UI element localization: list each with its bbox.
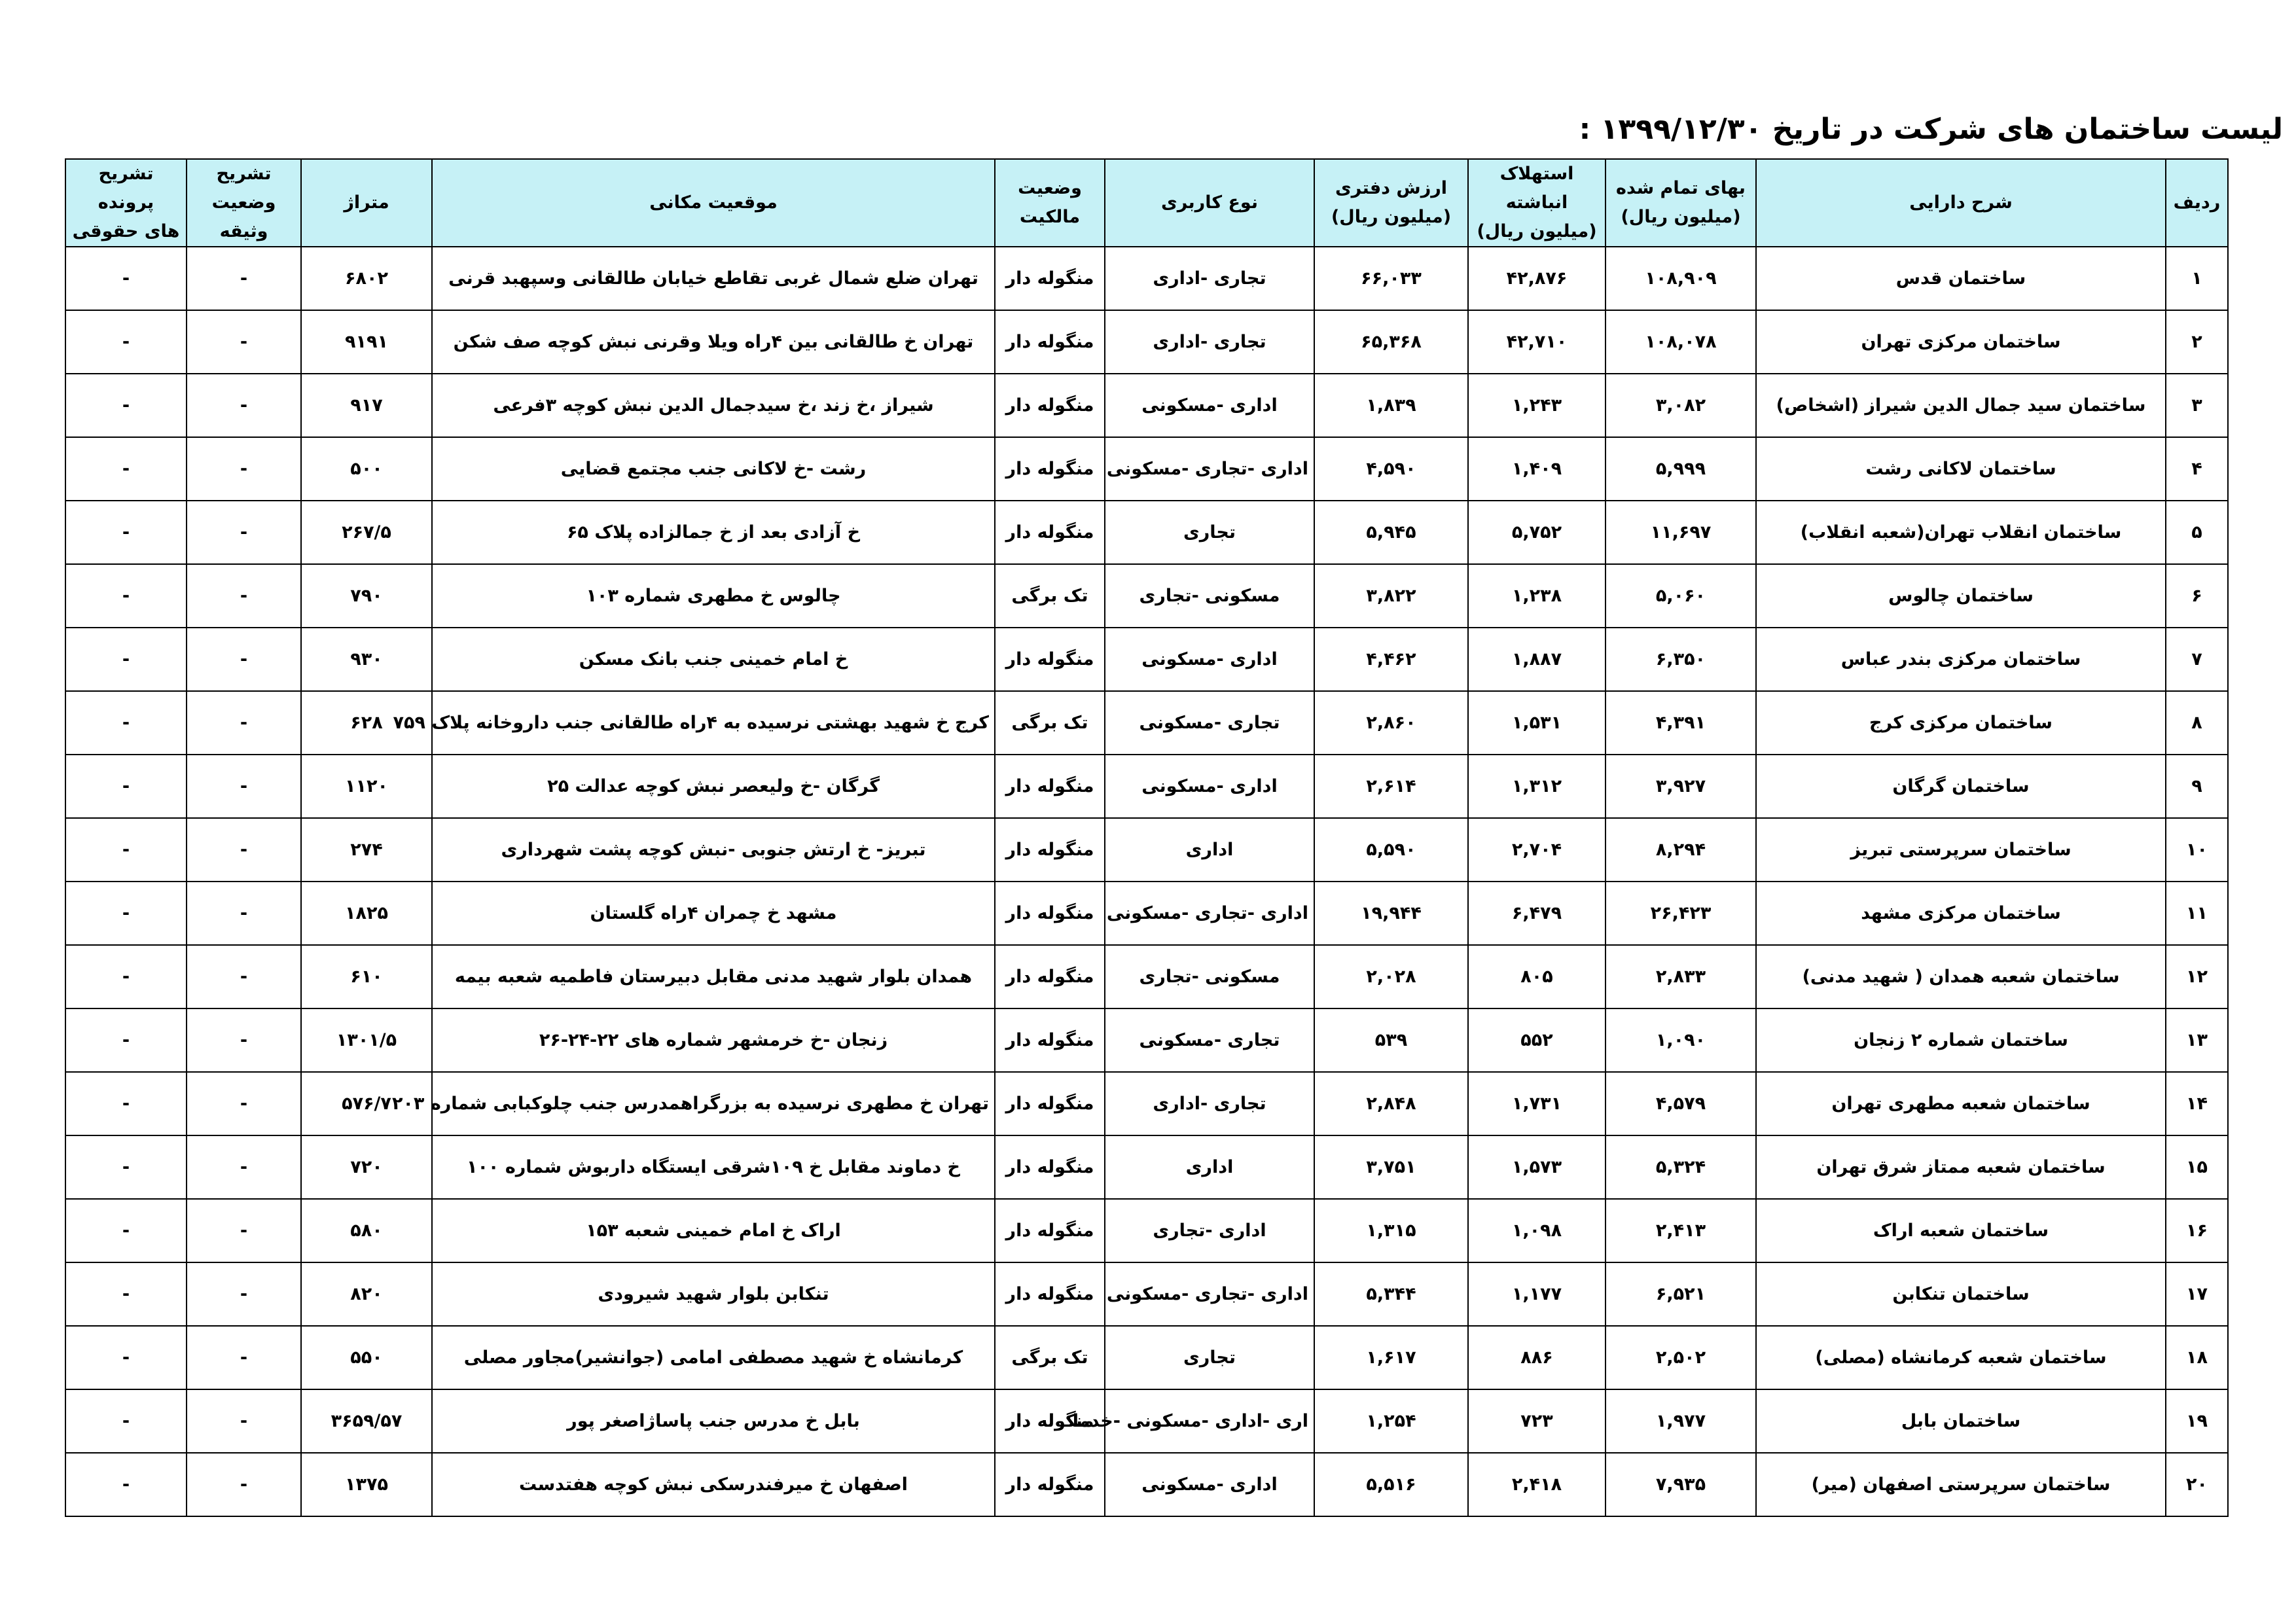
area: ۵۵۰ [301,1326,432,1389]
book-value: ۱,۲۵۴ [1314,1389,1468,1453]
area: ۱۳۰۱/۵ [301,1008,432,1072]
location: تهران ضلع شمال غربی تقاطع خیابان طالقانی وسپهبد قرنی [432,247,995,310]
collateral-status: - [187,945,301,1008]
table-header [65,159,2228,247]
asset-description: ساختمان شعبه اراک [1756,1199,2166,1262]
usage-type: اداری [1105,818,1314,882]
cost-value: ۲,۸۳۳ [1605,945,1756,1008]
cost-header [1605,159,1756,247]
depreciation-value: ۷۲۳ [1468,1389,1605,1453]
depreciation-value: ۵,۷۵۲ [1468,501,1605,564]
cost-value: ۱۱,۶۹۷ [1605,501,1756,564]
collateral-status: - [187,1389,301,1453]
legal-cases: - [65,1389,187,1453]
collateral-status: - [187,564,301,628]
area: ۱۱۲۰ [301,755,432,818]
row-number: ۱ [2166,247,2228,310]
location: رشت -خ لاکانی جنب مجتمع قضایی [432,437,995,501]
legal-cases: - [65,1008,187,1072]
row-number: ۵ [2166,501,2228,564]
legal-cases: - [65,945,187,1008]
row-number-header [2166,159,2228,247]
cost-value: ۴,۵۷۹ [1605,1072,1756,1135]
asset-description: ساختمان مرکزی کرج [1756,691,2166,755]
cost-value: ۵,۳۲۴ [1605,1135,1756,1199]
table-row [65,310,2228,374]
table-row [65,1453,2228,1516]
legal-cases: - [65,247,187,310]
asset-description: ساختمان بابل [1756,1389,2166,1453]
ownership-status: منگوله دار [995,310,1105,374]
cost-value: ۲,۵۰۲ [1605,1326,1756,1389]
depreciation-value: ۱,۸۸۷ [1468,628,1605,691]
ownership-status: منگوله دار [995,247,1105,310]
cost-value: ۲,۴۱۳ [1605,1199,1756,1262]
location: خ آزادی بعد از خ جمالزاده پلاک ۶۵ [432,501,995,564]
collateral-status: - [187,1199,301,1262]
row-number: ۱۷ [2166,1262,2228,1326]
depreciation-value: ۱,۴۰۹ [1468,437,1605,501]
area: ۷۹۰ [301,564,432,628]
depreciation-value: ۸۸۶ [1468,1326,1605,1389]
ownership-status: منگوله دار [995,437,1105,501]
cost-value: ۱۰۸,۹۰۹ [1605,247,1756,310]
header-label: وضعیت وثیقه [211,192,276,241]
book-value: ۳,۸۲۲ [1314,564,1468,628]
area: ۹۱۷ [301,374,432,437]
area: ۳۶۵۹/۵۷ [301,1389,432,1453]
location: خ امام خمینی جنب بانک مسکن [432,628,995,691]
area: ۶۸۰۲ [301,247,432,310]
header-label: تشریح پرونده [98,164,154,213]
table-row [65,501,2228,564]
book-value: ۱,۳۱۵ [1314,1199,1468,1262]
table-row [65,1389,2228,1453]
usage-type: اداری [1105,1135,1314,1199]
book-value: ۲,۸۴۸ [1314,1072,1468,1135]
row-number: ۶ [2166,564,2228,628]
row-number: ۲۰ [2166,1453,2228,1516]
usage-type: تجاری -اداری [1105,1072,1314,1135]
location: اصفهان خ میرفندرسکی نبش کوچه هفتدست [432,1453,995,1516]
header-label: موقعیت مکانی [649,192,778,213]
collateral-status: - [187,628,301,691]
usage-type: تجاری -اداری [1105,247,1314,310]
row-number: ۱۹ [2166,1389,2228,1453]
ownership-status: تک برگی [995,564,1105,628]
book-value: ۲,۸۶۰ [1314,691,1468,755]
depreciation-value: ۱,۳۱۲ [1468,755,1605,818]
header-label: متراژ [344,192,389,213]
location: گرگان -خ ولیعصر نبش کوچه عدالت ۲۵ [432,755,995,818]
header-label: وضعیت [1018,178,1082,198]
header-label: (میلیون ریال) [1331,207,1452,227]
legal-cases: - [65,1262,187,1326]
asset-description: ساختمان شعبه همدان ( شهید مدنی) [1756,945,2166,1008]
collateral-status: - [187,501,301,564]
ownership-status: منگوله دار [995,882,1105,945]
cost-value: ۳,۹۲۷ [1605,755,1756,818]
usage-type: تجاری -مسکونی [1105,691,1314,755]
ownership-status: منگوله دار [995,1262,1105,1326]
asset-description: ساختمان انقلاب تهران(شعبه انقلاب) [1756,501,2166,564]
legal-cases: - [65,882,187,945]
depreciation-value: ۴۲,۸۷۶ [1468,247,1605,310]
collateral-status: - [187,691,301,755]
collateral-status: - [187,247,301,310]
usage-type: تجاری [1105,1326,1314,1389]
asset-description: ساختمان قدس [1756,247,2166,310]
buildings-table [65,158,2229,1517]
page-title: لیست ساختمان های شرکت در تاریخ ۱۳۹۹/۱۲/۳۰ : [1579,113,2283,146]
header-label: استهلاک انباشته [1499,164,1574,213]
header-label: بهای تمام شده [1616,178,1746,198]
usage-type: اداری -تجاری [1105,1199,1314,1262]
location: تبریز- خ ارتش جنوبی -نبش کوچه پشت شهرداری [432,818,995,882]
location: زنجان -خ خرمشهر شماره های ۲۲-۲۴-۲۶ [432,1008,995,1072]
usage-type: اداری -مسکونی [1105,1453,1314,1516]
collateral-status: - [187,1008,301,1072]
depreciation-value: ۱,۵۳۱ [1468,691,1605,755]
usage-type: اداری -تجاری -مسکونی [1105,1262,1314,1326]
area: ۹۳۰ [301,628,432,691]
legal-cases: - [65,310,187,374]
legal-cases-header [65,159,187,247]
asset-description: ساختمان شعبه کرمانشاه (مصلی) [1756,1326,2166,1389]
book-value: ۴,۵۹۰ [1314,437,1468,501]
collateral-status: - [187,310,301,374]
header-label: (میلیون ریال) [1621,207,1741,227]
ownership-status: منگوله دار [995,501,1105,564]
header-label: ردیف [2173,192,2221,213]
asset-description: ساختمان لاکانی رشت [1756,437,2166,501]
cost-value: ۵,۹۹۹ [1605,437,1756,501]
location: خ دماوند مقابل خ ۱۰۹شرقی ایستگاه داربوش شماره ۱۰۰ [432,1135,995,1199]
table-row [65,1262,2228,1326]
ownership-status: منگوله دار [995,374,1105,437]
area-header [301,159,432,247]
usage-type-header [1105,159,1314,247]
row-number: ۳ [2166,374,2228,437]
usage-type: اداری -مسکونی [1105,755,1314,818]
location: تهران خ طالقانی بین ۴راه ویلا وقرنی نبش کوچه صف شکن [432,310,995,374]
ownership-status: منگوله دار [995,755,1105,818]
location: چالوس خ مطهری شماره ۱۰۳ [432,564,995,628]
header-label: تشریح [216,164,272,184]
table-row [65,1199,2228,1262]
legal-cases: - [65,1199,187,1262]
cost-value: ۱,۰۹۰ [1605,1008,1756,1072]
collateral-status: - [187,1453,301,1516]
usage-type: اری -اداری -مسکونی -خدما [1105,1389,1314,1453]
table-row [65,1008,2228,1072]
ownership-status: منگوله دار [995,1453,1105,1516]
area: ۱۳۷۵ [301,1453,432,1516]
area: ۹۱۹۱ [301,310,432,374]
cost-value: ۲۶,۴۲۳ [1605,882,1756,945]
book-value: ۱۹,۹۴۴ [1314,882,1468,945]
ownership-status: تک برگی [995,691,1105,755]
usage-type: مسکونی -تجاری [1105,564,1314,628]
legal-cases: - [65,501,187,564]
area: ۲۷۴ [301,818,432,882]
depreciation-value: ۶,۴۷۹ [1468,882,1605,945]
legal-cases: - [65,1135,187,1199]
location: تهران خ مطهری نرسیده به بزرگراهمدرس جنب چلوکبابی شماره ۲۰۳ [432,1072,995,1135]
table-row [65,691,2228,755]
row-number: ۱۱ [2166,882,2228,945]
legal-cases: - [65,818,187,882]
cost-value: ۱,۹۷۷ [1605,1389,1756,1453]
book-value: ۳,۷۵۱ [1314,1135,1468,1199]
collateral-status: - [187,755,301,818]
usage-type: مسکونی -تجاری [1105,945,1314,1008]
area: ۸۲۰ [301,1262,432,1326]
book-value: ۲,۶۱۴ [1314,755,1468,818]
row-number: ۱۳ [2166,1008,2228,1072]
asset-description-header [1756,159,2166,247]
asset-description: ساختمان مرکزی تهران [1756,310,2166,374]
collateral-status-header [187,159,301,247]
cost-value: ۶,۵۲۱ [1605,1262,1756,1326]
row-number: ۸ [2166,691,2228,755]
location: اراک خ امام خمینی شعبه ۱۵۳ [432,1199,995,1262]
depreciation-value: ۸۰۵ [1468,945,1605,1008]
area: ۶۱۰ [301,945,432,1008]
row-number: ۲ [2166,310,2228,374]
usage-type: تجاری -اداری [1105,310,1314,374]
usage-type: تجاری [1105,501,1314,564]
area: ۵۰۰ [301,437,432,501]
location: بابل خ مدرس جنب پاساژاصغر پور [432,1389,995,1453]
legal-cases: - [65,755,187,818]
ownership-status: تک برگی [995,1326,1105,1389]
cost-value: ۱۰۸,۰۷۸ [1605,310,1756,374]
legal-cases: - [65,437,187,501]
table-row [65,818,2228,882]
depreciation-value: ۲,۷۰۴ [1468,818,1605,882]
ownership-status: منگوله دار [995,1008,1105,1072]
asset-description: ساختمان سرپرستی اصفهان (میر) [1756,1453,2166,1516]
row-number: ۹ [2166,755,2228,818]
collateral-status: - [187,437,301,501]
location-header [432,159,995,247]
asset-description: ساختمان سید جمال الدین شیراز (اشخاص) [1756,374,2166,437]
ownership-status: منگوله دار [995,1072,1105,1135]
location: شیراز ،خ زند ،خ سیدجمال الدین نبش کوچه ۳فرعی [432,374,995,437]
cost-value: ۳,۰۸۲ [1605,374,1756,437]
asset-description: ساختمان چالوس [1756,564,2166,628]
area: ۵۷۶/۷ [301,1072,432,1135]
cost-value: ۷,۹۳۵ [1605,1453,1756,1516]
area: ۷۲۰ [301,1135,432,1199]
book-value: ۶۵,۳۶۸ [1314,310,1468,374]
table-row [65,564,2228,628]
collateral-status: - [187,882,301,945]
asset-description: ساختمان مرکزی مشهد [1756,882,2166,945]
asset-description: ساختمان تنکابن [1756,1262,2166,1326]
table-row [65,1326,2228,1389]
asset-description: ساختمان شعبه مطهری تهران [1756,1072,2166,1135]
row-number: ۱۶ [2166,1199,2228,1262]
header-label: نوع کاربری [1161,192,1258,213]
ownership-status: منگوله دار [995,945,1105,1008]
ownership-status: منگوله دار [995,818,1105,882]
location: کرمانشاه خ شهید مصطفی امامی (جوانشیر)مجاور مصلی [432,1326,995,1389]
location: کرج خ شهید بهشتی نرسیده به ۴راه طالقانی جنب داروخانه پلاک ۷۵۹ [432,691,995,755]
row-number: ۱۴ [2166,1072,2228,1135]
book-value: ۵,۵۹۰ [1314,818,1468,882]
depreciation-value: ۱,۰۹۸ [1468,1199,1605,1262]
usage-type: اداری -تجاری -مسکونی [1105,437,1314,501]
asset-description: ساختمان گرگان [1756,755,2166,818]
legal-cases: - [65,1072,187,1135]
row-number: ۱۲ [2166,945,2228,1008]
book-value: ۵,۵۱۶ [1314,1453,1468,1516]
legal-cases: - [65,374,187,437]
table-body [65,247,2228,1516]
header-label: شرح دارایی [1909,192,2013,213]
depreciation-value: ۵۵۲ [1468,1008,1605,1072]
book-value: ۵,۳۴۴ [1314,1262,1468,1326]
area: ۱۸۲۵ [301,882,432,945]
cost-value: ۴,۳۹۱ [1605,691,1756,755]
table-row [65,628,2228,691]
location: مشهد خ چمران ۴راه گلستان [432,882,995,945]
table-row [65,1135,2228,1199]
legal-cases: - [65,564,187,628]
depreciation-value: ۱,۲۴۳ [1468,374,1605,437]
cost-value: ۶,۳۵۰ [1605,628,1756,691]
header-label: های حقوقی [72,221,180,241]
book-value: ۶۶,۰۳۳ [1314,247,1468,310]
collateral-status: - [187,1262,301,1326]
depreciation-header [1468,159,1605,247]
ownership-status: منگوله دار [995,1389,1105,1453]
ownership-status: منگوله دار [995,628,1105,691]
table-row [65,437,2228,501]
depreciation-value: ۱,۷۳۱ [1468,1072,1605,1135]
depreciation-value: ۱,۱۷۷ [1468,1262,1605,1326]
ownership-status-header [995,159,1105,247]
usage-type: تجاری -مسکونی [1105,1008,1314,1072]
collateral-status: - [187,1135,301,1199]
header-label: (میلیون ریال) [1477,221,1597,241]
legal-cases: - [65,1326,187,1389]
location: همدان بلوار شهید مدنی مقابل دبیرستان فاطمیه شعبه بیمه [432,945,995,1008]
table-row [65,1072,2228,1135]
book-value: ۱,۸۳۹ [1314,374,1468,437]
collateral-status: - [187,374,301,437]
book-value: ۵۳۹ [1314,1008,1468,1072]
collateral-status: - [187,1072,301,1135]
collateral-status: - [187,1326,301,1389]
header-label: ارزش دفتری [1335,178,1448,198]
area: ۵۸۰ [301,1199,432,1262]
table-row [65,755,2228,818]
usage-type: اداری -تجاری -مسکونی [1105,882,1314,945]
area: ۶۲۸ [301,691,432,755]
depreciation-value: ۱,۵۷۳ [1468,1135,1605,1199]
row-number: ۴ [2166,437,2228,501]
depreciation-value: ۴۲,۷۱۰ [1468,310,1605,374]
table-row [65,882,2228,945]
location: تنکابن بلوار شهید شیرودی [432,1262,995,1326]
asset-description: ساختمان سرپرستی تبریز [1756,818,2166,882]
cost-value: ۸,۲۹۴ [1605,818,1756,882]
area: ۲۶۷/۵ [301,501,432,564]
book-value: ۴,۴۶۲ [1314,628,1468,691]
asset-description: ساختمان شماره ۲ زنجان [1756,1008,2166,1072]
row-number: ۱۵ [2166,1135,2228,1199]
header-row [65,159,2228,247]
table-row [65,247,2228,310]
legal-cases: - [65,691,187,755]
table-row [65,945,2228,1008]
book-value: ۲,۰۲۸ [1314,945,1468,1008]
collateral-status: - [187,818,301,882]
asset-description: ساختمان مرکزی بندر عباس [1756,628,2166,691]
depreciation-value: ۱,۲۳۸ [1468,564,1605,628]
depreciation-value: ۲,۴۱۸ [1468,1453,1605,1516]
ownership-status: منگوله دار [995,1199,1105,1262]
legal-cases: - [65,628,187,691]
header-label: مالکیت [1019,207,1081,227]
row-number: ۱۸ [2166,1326,2228,1389]
book-value-header [1314,159,1468,247]
legal-cases: - [65,1453,187,1516]
cost-value: ۵,۰۶۰ [1605,564,1756,628]
table-row [65,374,2228,437]
row-number: ۱۰ [2166,818,2228,882]
book-value: ۵,۹۴۵ [1314,501,1468,564]
asset-description: ساختمان شعبه ممتاز شرق تهران [1756,1135,2166,1199]
book-value: ۱,۶۱۷ [1314,1326,1468,1389]
row-number: ۷ [2166,628,2228,691]
usage-type: اداری -مسکونی [1105,628,1314,691]
usage-type: اداری -مسکونی [1105,374,1314,437]
ownership-status: منگوله دار [995,1135,1105,1199]
